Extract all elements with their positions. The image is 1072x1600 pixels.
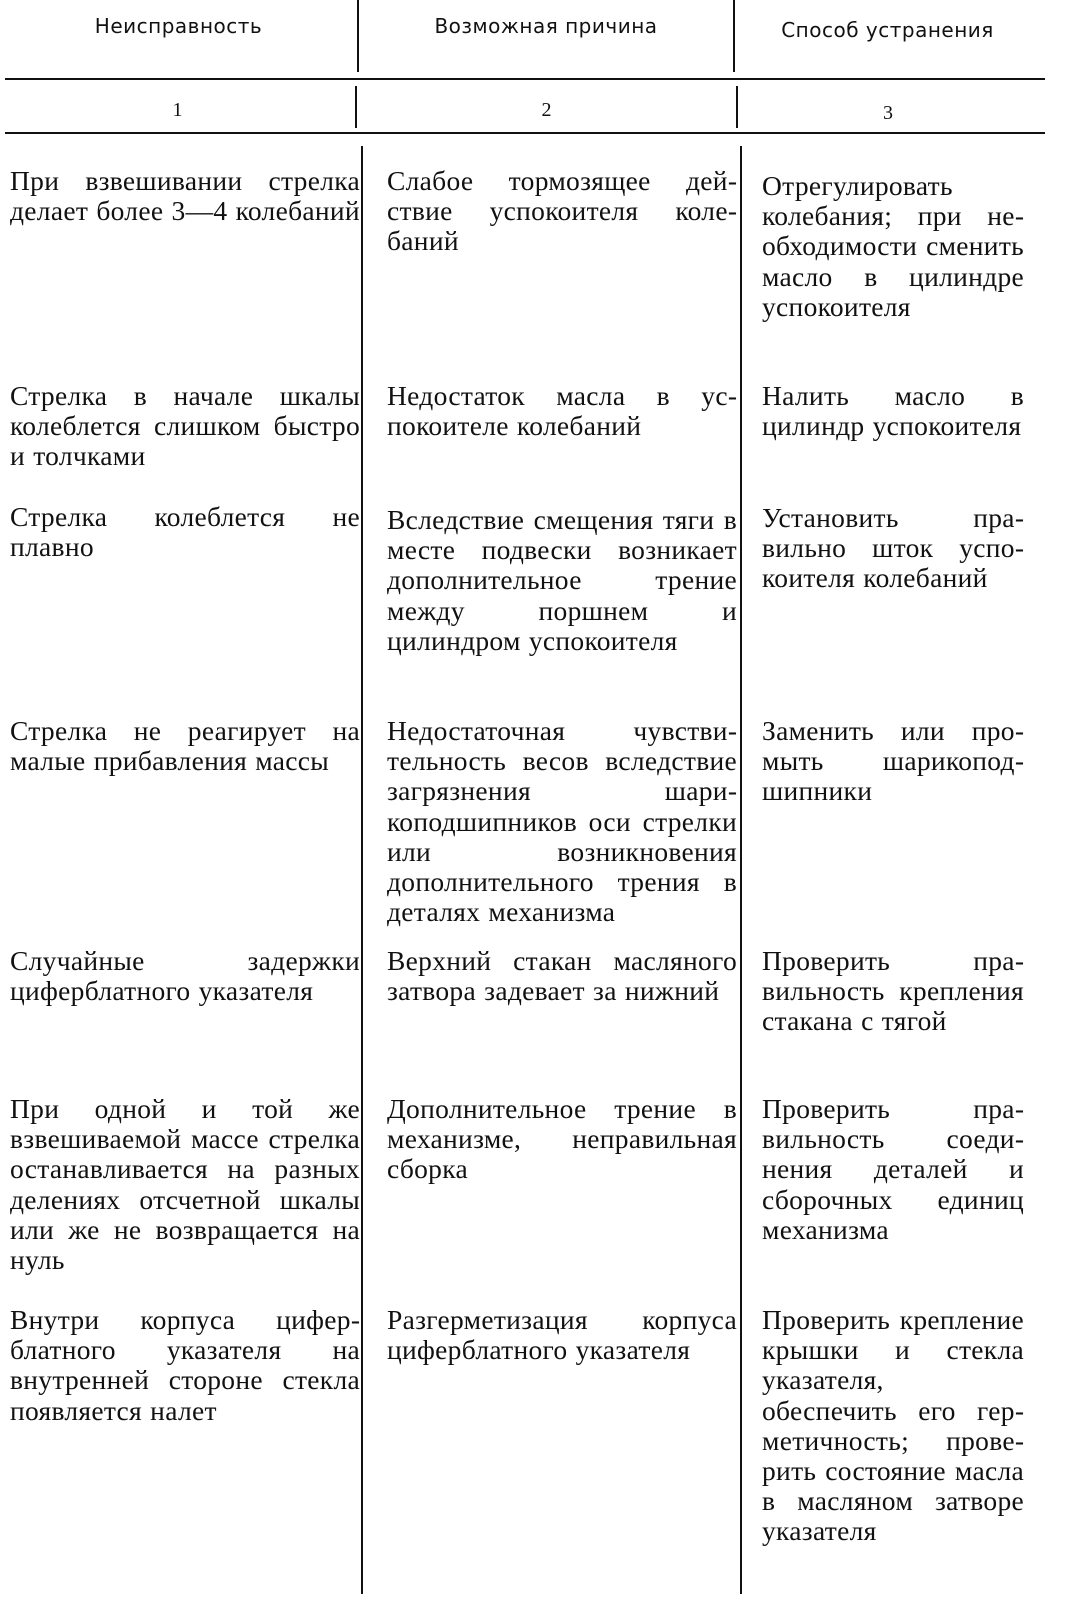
row-3-fault: Стрелка колеблется не плавно (10, 501, 360, 563)
column-number-3: 3 (883, 102, 893, 124)
row-1-cause: Слабое тормозящее действие успокоителя колебаний (387, 165, 737, 257)
row-2-fault: Стрелка в начале шкалы колеблется слишком быстро и толчками (10, 380, 360, 472)
column-number-2: 2 (541, 99, 552, 121)
row-5-remedy: Проверить правильность крепления стакана с тягой (762, 945, 1024, 1037)
header-remedy: Способ устранения (781, 18, 994, 42)
row-7-remedy: Проверить крепление крышки и стекла указателя, обеспечить его герметичность; проверить состояние масла в масляном затворе указателя (762, 1304, 1024, 1547)
row-7-cause: Разгерметизация корпуса циферблатного указателя (387, 1304, 737, 1366)
row-2-cause: Недостаток масла в успокоителе колебаний (387, 380, 737, 442)
row-5-cause: Верхний стакан масляного затвора задевает за нижний (387, 945, 737, 1007)
row-2-remedy: Налить масло в цилиндр успокоителя (762, 380, 1024, 442)
body-divider-1 (361, 146, 363, 1594)
row-4-cause: Недостаточная чувствительность весов вследствие загрязнения шарикоподшипников оси стрелки или возникновения дополнительного трения в деталях механизма (387, 715, 737, 928)
column-number-1: 1 (172, 99, 183, 121)
header-bottom-rule (5, 78, 1045, 80)
row-3-remedy: Установить правильно шток успокоителя колебаний (762, 502, 1024, 594)
row-1-remedy: Отрегулировать колебания; при необходимости сменить масло в цилиндре успокоителя (762, 170, 1024, 322)
row-6-cause: Дополнительное трение в механизме, неправильная сборка (387, 1093, 737, 1185)
row-6-remedy: Проверить правильность соединения деталей и сборочных единиц механизма (762, 1093, 1024, 1245)
body-divider-2 (740, 146, 742, 1594)
row-5-fault: Случайные задержки циферблатного указателя (10, 945, 360, 1007)
row-6-fault: При одной и той же взвешиваемой массе стрелка останавливается на разных делениях отсчетной шкалы или же не возвращается на нуль (10, 1093, 360, 1276)
row-4-fault: Стрелка не реагирует на малые прибавления массы (10, 715, 360, 777)
numbers-bottom-rule (5, 132, 1045, 134)
header-cause: Возможная причина (434, 14, 658, 38)
row-4-remedy: Заменить или промыть шарикоподшипники (762, 715, 1024, 807)
header-fault: Неисправность (94, 14, 263, 38)
row-3-cause: Вследствие смещения тяги в месте подвески возникает дополнительное трение между поршнем и цилиндром успокоителя (387, 504, 737, 656)
row-1-fault: При взвешивании стрелка делает более 3—4 колебаний (10, 165, 360, 227)
row-7-fault: Внутри корпуса циферблатного указателя на внутренней стороне стекла появляется налет (10, 1304, 360, 1426)
